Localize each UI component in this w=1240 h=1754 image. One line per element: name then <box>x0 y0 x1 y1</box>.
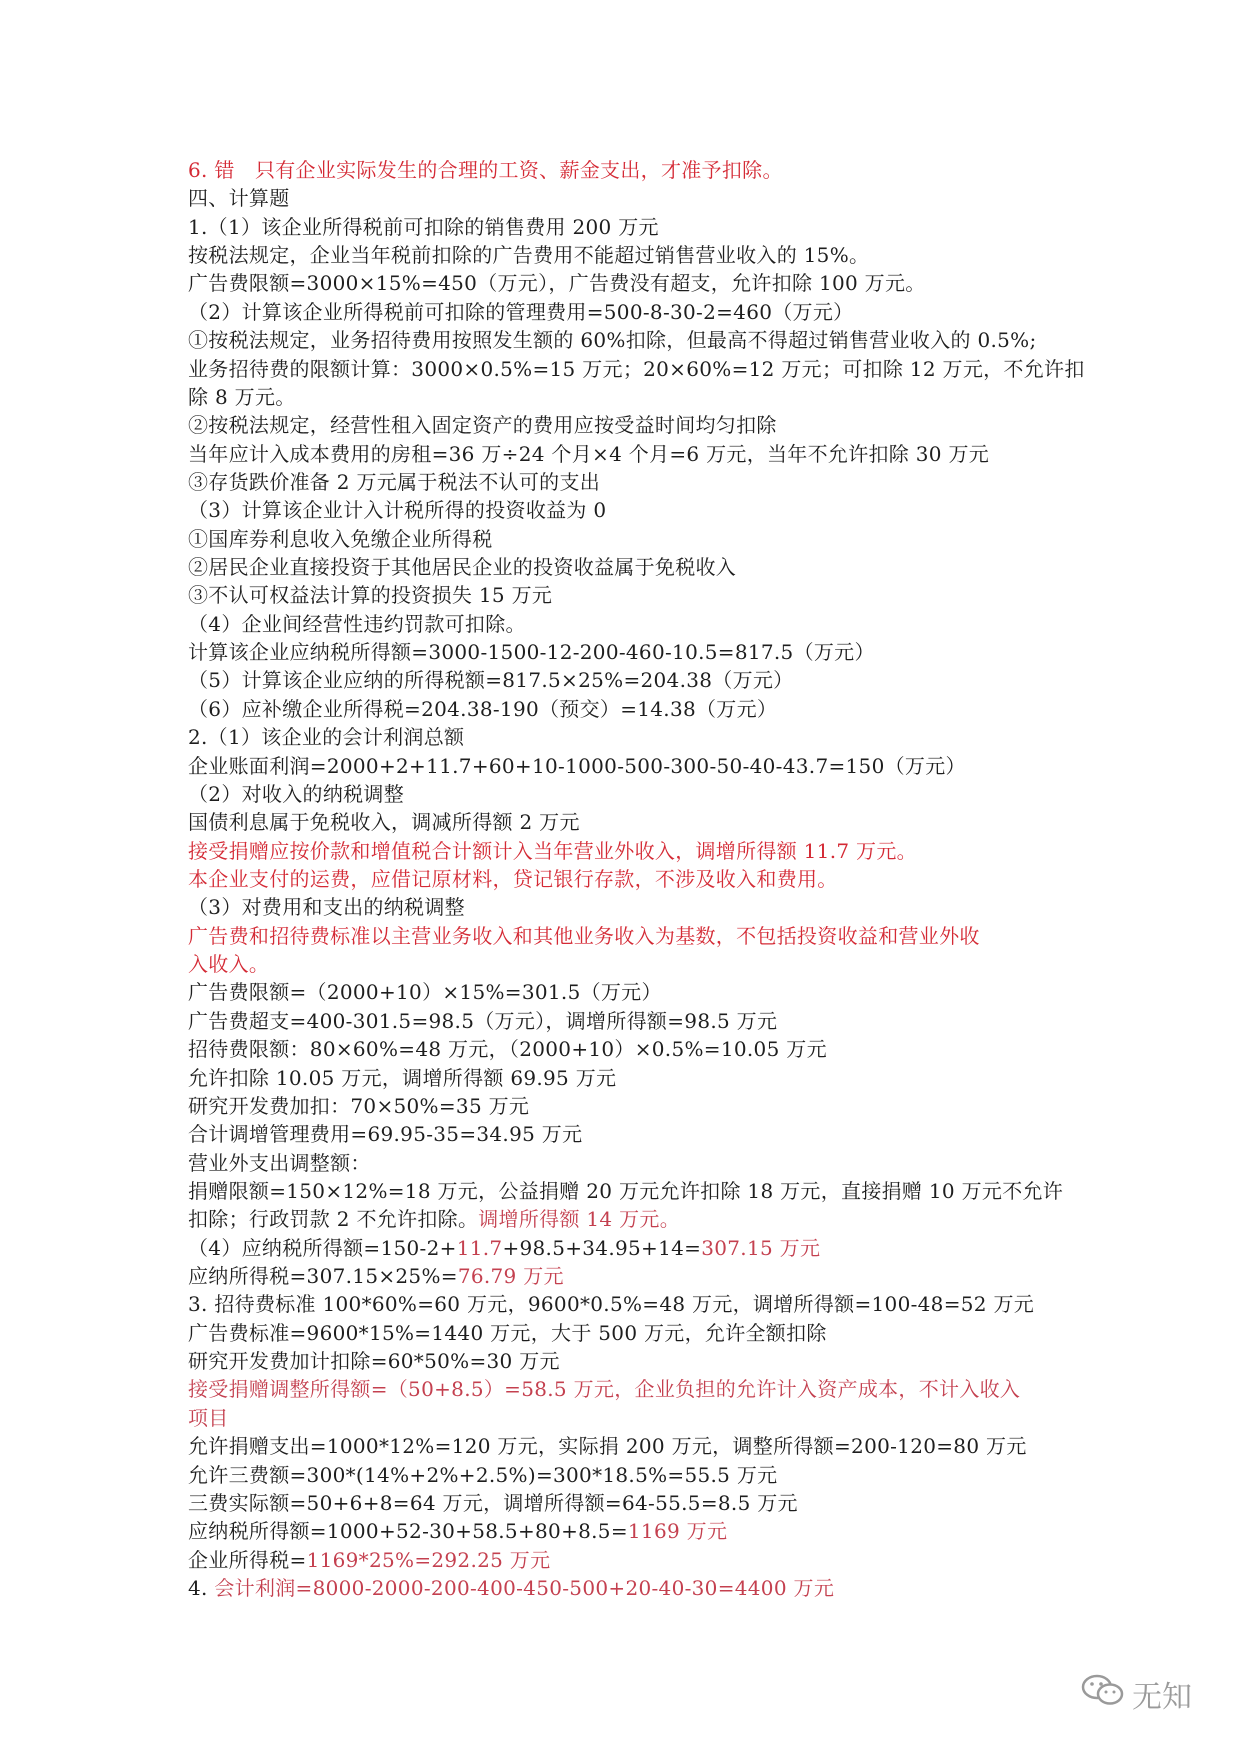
line-text: ②居民企业直接投资于其他居民企业的投资收益属于免税收入 <box>188 555 737 580</box>
line-text: 2.（1）该企业的会计利润总额 <box>188 725 465 750</box>
text-line <box>188 893 1068 921</box>
text-line <box>188 1375 1068 1403</box>
text-line <box>188 553 1068 581</box>
text-line <box>188 695 1068 723</box>
text-line <box>188 326 1068 354</box>
highlighted-text: 项目 <box>188 1405 229 1430</box>
text-line <box>188 1432 1068 1460</box>
text-line <box>188 1404 1068 1432</box>
text-line <box>188 1177 1068 1205</box>
text-line <box>188 780 1068 808</box>
text-line <box>188 1035 1068 1063</box>
highlighted-text: 76.79 万元 <box>457 1264 564 1289</box>
line-text: 允许扣除 10.05 万元，调增所得额 69.95 万元 <box>188 1065 617 1090</box>
text-line <box>188 383 1068 411</box>
text-line <box>188 1290 1068 1318</box>
line-text: （4）企业间经营性违约罚款可扣除。 <box>188 611 526 636</box>
line-text: +98.5+34.95+14= <box>502 1235 702 1260</box>
text-line <box>188 1489 1068 1517</box>
text-line <box>188 355 1085 383</box>
line-text: （6）应补缴企业所得税=204.38-190（预交）=14.38（万元） <box>188 696 778 721</box>
text-line <box>188 950 1068 978</box>
line-text: （3）对费用和支出的纳税调整 <box>188 895 465 920</box>
line-text: （2）计算该企业所得税前可扣除的管理费用=500-8-30-2=460（万元） <box>188 299 854 324</box>
highlighted-text: 1169*25%=292.25 万元 <box>306 1547 551 1572</box>
text-line <box>188 1149 1068 1177</box>
watermark-text: 无知 <box>1132 1680 1192 1715</box>
text-line <box>188 184 1068 212</box>
line-text: ③存货跌价准备 2 万元属于税法不认可的支出 <box>188 469 601 494</box>
line-text: 应纳税所得额=1000+52-30+58.5+80+8.5= <box>188 1519 628 1544</box>
text-line <box>188 638 1068 666</box>
text-line <box>188 440 1068 468</box>
line-text: ①按税法规定，业务招待费用按照发生额的 60%扣除，但最高不得超过销售营业收入的 0.5%; <box>188 328 1037 353</box>
line-text: 计算该企业应纳税所得额=3000-1500-12-200-460-10.5=817.5（万元） <box>188 640 875 665</box>
text-line <box>188 1347 1068 1375</box>
line-text: 企业账面利润=2000+2+11.7+60+10-1000-500-300-50-40-43.7=150（万元） <box>188 753 966 778</box>
watermark <box>1080 1672 1192 1716</box>
line-text: 招待费限额：80×60%=48 万元，（2000+10）×0.5%=10.05 万元 <box>188 1037 827 1062</box>
line-text: 允许三费额=300*(14%+2%+2.5%)=300*18.5%=55.5 万元 <box>188 1462 778 1487</box>
text-line <box>188 1205 1068 1233</box>
line-text: 除 8 万元。 <box>188 384 296 409</box>
text-line <box>188 865 1068 893</box>
text-line <box>188 1120 1068 1148</box>
text-line <box>188 1262 1068 1290</box>
line-text: 捐赠限额=150×12%=18 万元，公益捐赠 20 万元允许扣除 18 万元，直接捐赠 10 万元不允许 <box>188 1178 1064 1203</box>
document-body <box>188 156 1085 1602</box>
line-text: 3. 招待费标准 100*60%=60 万元，9600*0.5%=48 万元，调增所得额=100-48=52 万元 <box>188 1292 1035 1317</box>
text-line <box>188 581 1068 609</box>
text-line <box>188 1517 1068 1545</box>
line-text: 三费实际额=50+6+8=64 万元，调增所得额=64-55.5=8.5 万元 <box>188 1490 798 1515</box>
highlighted-text: 调增所得额 14 万元。 <box>478 1207 681 1232</box>
highlighted-text: 广告费和招待费标准以主营业务收入和其他业务收入为基数，不包括投资收益和营业外收 <box>188 923 980 948</box>
highlighted-text: 307.15 万元 <box>701 1235 821 1260</box>
highlighted-text: 接受捐赠应按价款和增值税合计额计入当年营业外收入，调增所得额 11.7 万元。 <box>188 838 917 863</box>
text-line <box>188 1007 1068 1035</box>
text-line <box>188 1319 1068 1347</box>
line-text: 广告费超支=400-301.5=98.5（万元），调增所得额=98.5 万元 <box>188 1008 778 1033</box>
wechat-icon <box>1080 1672 1126 1716</box>
line-text: 4. <box>188 1575 215 1600</box>
highlighted-text: 本企业支付的运费，应借记原材料，贷记银行存款，不涉及收入和费用。 <box>188 866 838 891</box>
text-line <box>188 468 1068 496</box>
line-text: 国债利息属于免税收入，调减所得额 2 万元 <box>188 810 580 835</box>
line-text: 广告费限额=3000×15%=450（万元），广告费没有超支，允许扣除 100 万元。 <box>188 271 926 296</box>
line-text: 扣除；行政罚款 2 不允许扣除。 <box>188 1207 479 1232</box>
text-line <box>188 1064 1068 1092</box>
text-line <box>188 156 1068 184</box>
line-text: ③不认可权益法计算的投资损失 15 万元 <box>188 583 553 608</box>
line-text: 允许捐赠支出=1000*12%=120 万元，实际捐 200 万元，调整所得额=200-120=80 万元 <box>188 1434 1027 1459</box>
text-line <box>188 1546 1068 1574</box>
line-text: ②按税法规定，经营性租入固定资产的费用应按受益时间均匀扣除 <box>188 413 777 438</box>
line-text: 业务招待费的限额计算：3000×0.5%=15 万元；20×60%=12 万元；可扣除 12 万元，不允许扣 <box>188 356 1085 381</box>
text-line <box>188 837 1068 865</box>
text-line <box>188 241 1068 269</box>
line-text: 应纳所得税=307.15×25%= <box>188 1264 458 1289</box>
text-line <box>188 1092 1068 1120</box>
line-text: ①国库券利息收入免缴企业所得税 <box>188 526 493 551</box>
line-text: 研究开发费加计扣除=60*50%=30 万元 <box>188 1349 560 1374</box>
text-line <box>188 752 1068 780</box>
line-text: 按税法规定，企业当年税前扣除的广告费用不能超过销售营业收入的 15%。 <box>188 243 870 268</box>
line-text: 研究开发费加扣：70×50%=35 万元 <box>188 1093 530 1118</box>
text-line <box>188 978 1068 1006</box>
highlighted-text: 入收入。 <box>188 952 270 977</box>
highlighted-text: 1169 万元 <box>627 1519 728 1544</box>
line-text: （4）应纳税所得额=150-2+ <box>188 1235 457 1260</box>
line-text: 营业外支出调整额： <box>188 1150 371 1175</box>
highlighted-text: 11.7 <box>456 1235 503 1260</box>
text-line <box>188 808 1068 836</box>
highlighted-text: 接受捐赠调整所得额=（50+8.5）=58.5 万元，企业负担的允许计入资产成本，不计入收入 <box>188 1377 1021 1402</box>
text-line <box>188 411 1068 439</box>
text-line <box>188 269 1068 297</box>
line-text: （5）计算该企业应纳的所得税额=817.5×25%=204.38（万元） <box>188 668 794 693</box>
text-line <box>188 1461 1068 1489</box>
line-text: 当年应计入成本费用的房租=36 万÷24 个月×4 个月=6 万元，当年不允许扣除 30 万元 <box>188 441 990 466</box>
line-text: （2）对收入的纳税调整 <box>188 781 405 806</box>
highlighted-text: 会计利润=8000-2000-200-400-450-500+20-40-30=4400 万元 <box>214 1575 835 1600</box>
text-line <box>188 213 1068 241</box>
line-text: 广告费限额=（2000+10）×15%=301.5（万元） <box>188 980 662 1005</box>
text-line <box>188 1574 1068 1602</box>
text-line <box>188 525 1068 553</box>
text-line <box>188 666 1068 694</box>
line-text: 四、计算题 <box>188 186 290 211</box>
text-line <box>188 496 1068 524</box>
line-text: 广告费标准=9600*15%=1440 万元，大于 500 万元，允许全额扣除 <box>188 1320 827 1345</box>
line-text: 企业所得税= <box>188 1547 307 1572</box>
text-line <box>188 1234 1068 1262</box>
line-text: 1.（1）该企业所得税前可扣除的销售费用 200 万元 <box>188 214 659 239</box>
text-line <box>188 922 1068 950</box>
line-text: 合计调增管理费用=69.95-35=34.95 万元 <box>188 1122 583 1147</box>
text-line <box>188 298 1068 326</box>
highlighted-text: 6. 错 只有企业实际发生的合理的工资、薪金支出，才准予扣除。 <box>188 158 783 182</box>
text-line <box>188 610 1068 638</box>
text-line <box>188 723 1068 751</box>
line-text: （3）计算该企业计入计税所得的投资收益为 0 <box>188 498 607 523</box>
